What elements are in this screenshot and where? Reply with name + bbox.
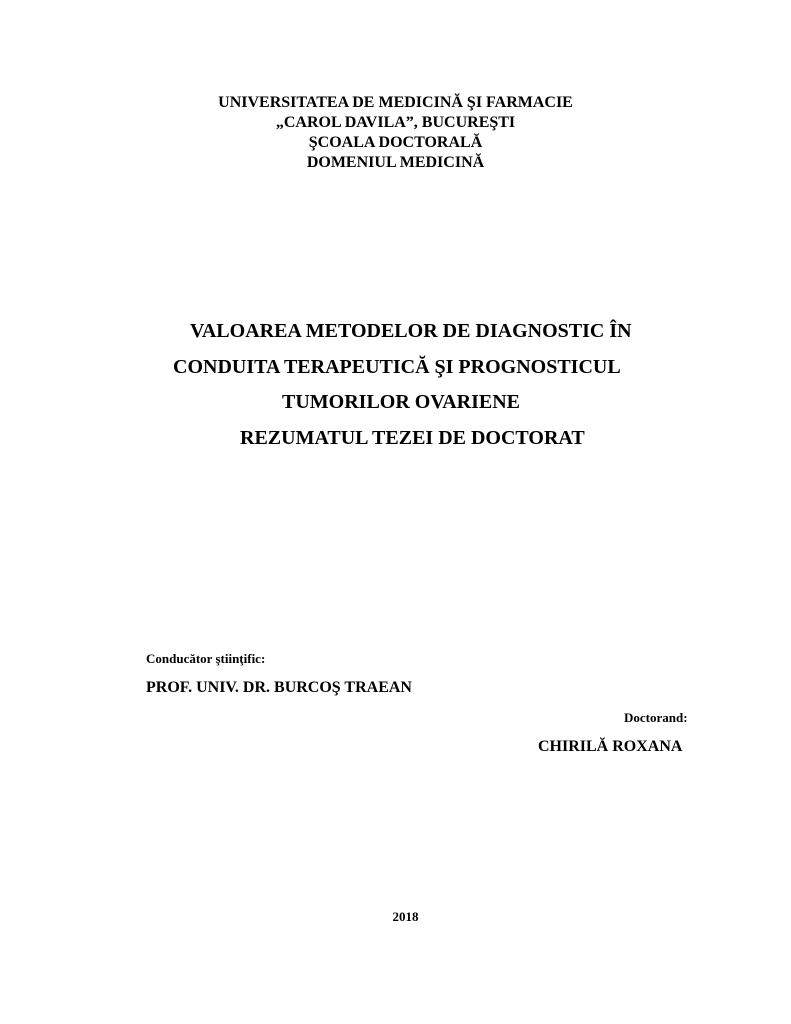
thesis-year: 2018 [392,909,419,924]
domain-field: DOMENIUL MEDICINĂ [306,154,485,171]
university-name: UNIVERSITATEA DE MEDICINĂ ŞI FARMACIE [218,94,573,111]
supervisor-label: Conducător ştiinţific: [146,651,266,666]
candidate-label: Doctorand: [624,710,688,725]
supervisor-name: PROF. UNIV. DR. BURCOŞ TRAEAN [146,679,412,696]
thesis-title-line-2: CONDUITA TERAPEUTICĂ ŞI PROGNOSTICUL [173,356,621,378]
candidate-name: CHIRILĂ ROXANA [538,738,683,755]
thesis-subtitle: REZUMATUL TEZEI DE DOCTORAT [240,427,585,449]
thesis-title-line-1: VALOAREA METODELOR DE DIAGNOSTIC ÎN [190,320,632,342]
doctoral-school: ŞCOALA DOCTORALĂ [308,134,483,151]
university-city: „CAROL DAVILA”, BUCUREŞTI [275,114,516,131]
thesis-title-line-3: TUMORILOR OVARIENE [282,391,520,413]
